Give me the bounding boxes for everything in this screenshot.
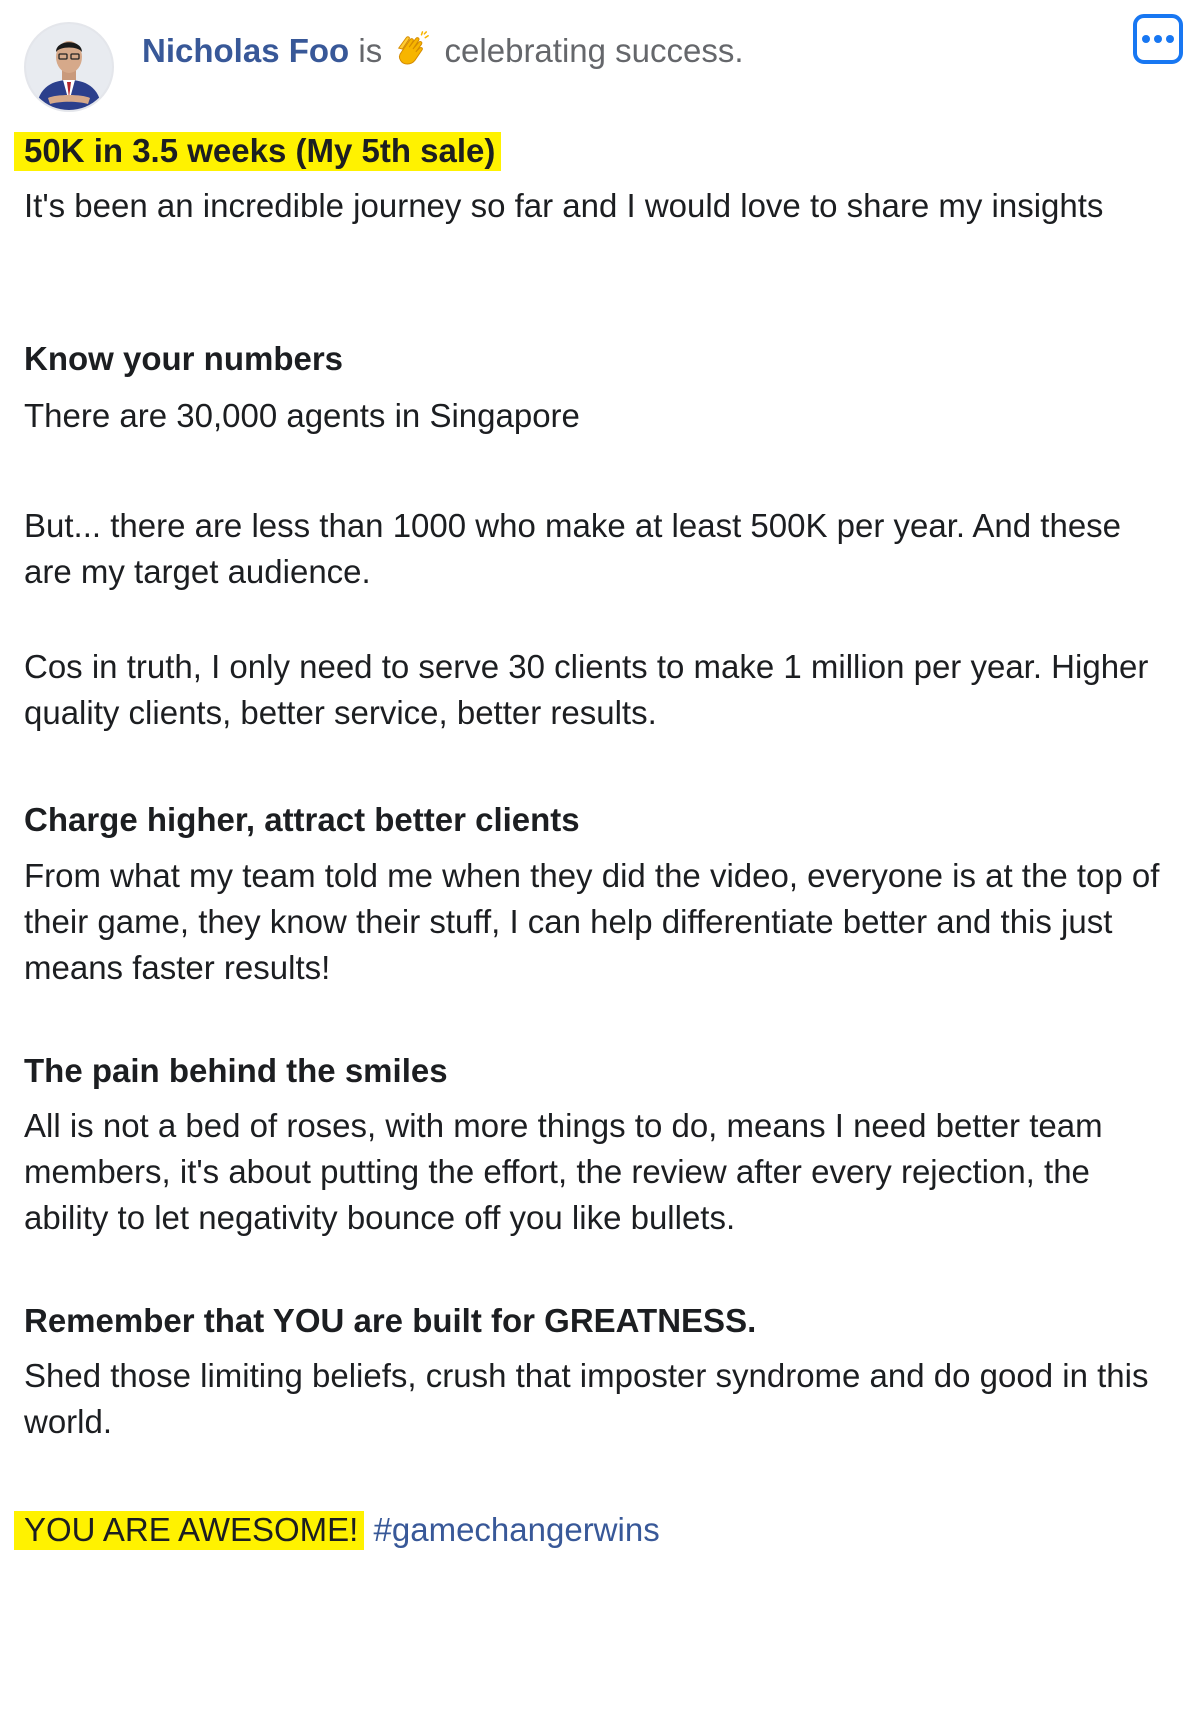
hashtag-link[interactable]: #gamechangerwins — [373, 1511, 660, 1548]
avatar[interactable] — [24, 22, 114, 112]
section-heading-charge-higher: Charge higher, attract better clients — [24, 801, 580, 838]
section-paragraph: All is not a bed of roses, with more things to do, means I need better team members, it's about putting the effort, the review after every rejection, the ability to let negativity bounce off you like bullets. — [24, 1107, 1103, 1236]
is-text: is — [358, 32, 383, 69]
section-heading-built-for-greatness: Remember that YOU are built for GREATNESS. — [24, 1302, 757, 1339]
section-paragraph: From what my team told me when they did the video, everyone is at the top of their game, they know their stuff, I can help differentiate better and this just means faster results! — [24, 857, 1160, 986]
post-title — [24, 128, 1176, 174]
section-heading-know-your-numbers: Know your numbers — [24, 340, 344, 377]
post-title-highlight: 50K in 3.5 weeks (My 5th sale) — [14, 132, 501, 171]
section-paragraph: Cos in truth, I only need to serve 30 clients to make 1 million per year. Higher quality clients, better service, better results. — [24, 648, 1149, 731]
section-heading-pain-behind-smiles: The pain behind the smiles — [24, 1052, 448, 1089]
section-paragraph: But... there are less than 1000 who make at least 500K per year. And these are my target audience. — [24, 507, 1122, 590]
section-paragraph: There are 30,000 agents in Singapore — [24, 397, 580, 434]
closing-highlight: YOU ARE AWESOME! — [14, 1511, 364, 1550]
more-options-icon-dot — [1166, 35, 1174, 43]
more-options-button[interactable] — [1133, 14, 1183, 64]
clapping-hands-icon — [393, 31, 431, 69]
avatar-icon — [26, 24, 112, 110]
intro-paragraph: It's been an incredible journey so far and I would love to share my insights — [24, 187, 1104, 224]
more-options-icon — [1142, 35, 1150, 43]
closing-line — [24, 1507, 1176, 1553]
more-options-icon-dot — [1154, 35, 1162, 43]
post-header — [142, 26, 744, 76]
author-name-link[interactable]: Nicholas Foo — [142, 32, 350, 69]
section-paragraph: Shed those limiting beliefs, crush that imposter syndrome and do good in this world. — [24, 1357, 1149, 1440]
activity-text: celebrating success. — [444, 32, 744, 69]
